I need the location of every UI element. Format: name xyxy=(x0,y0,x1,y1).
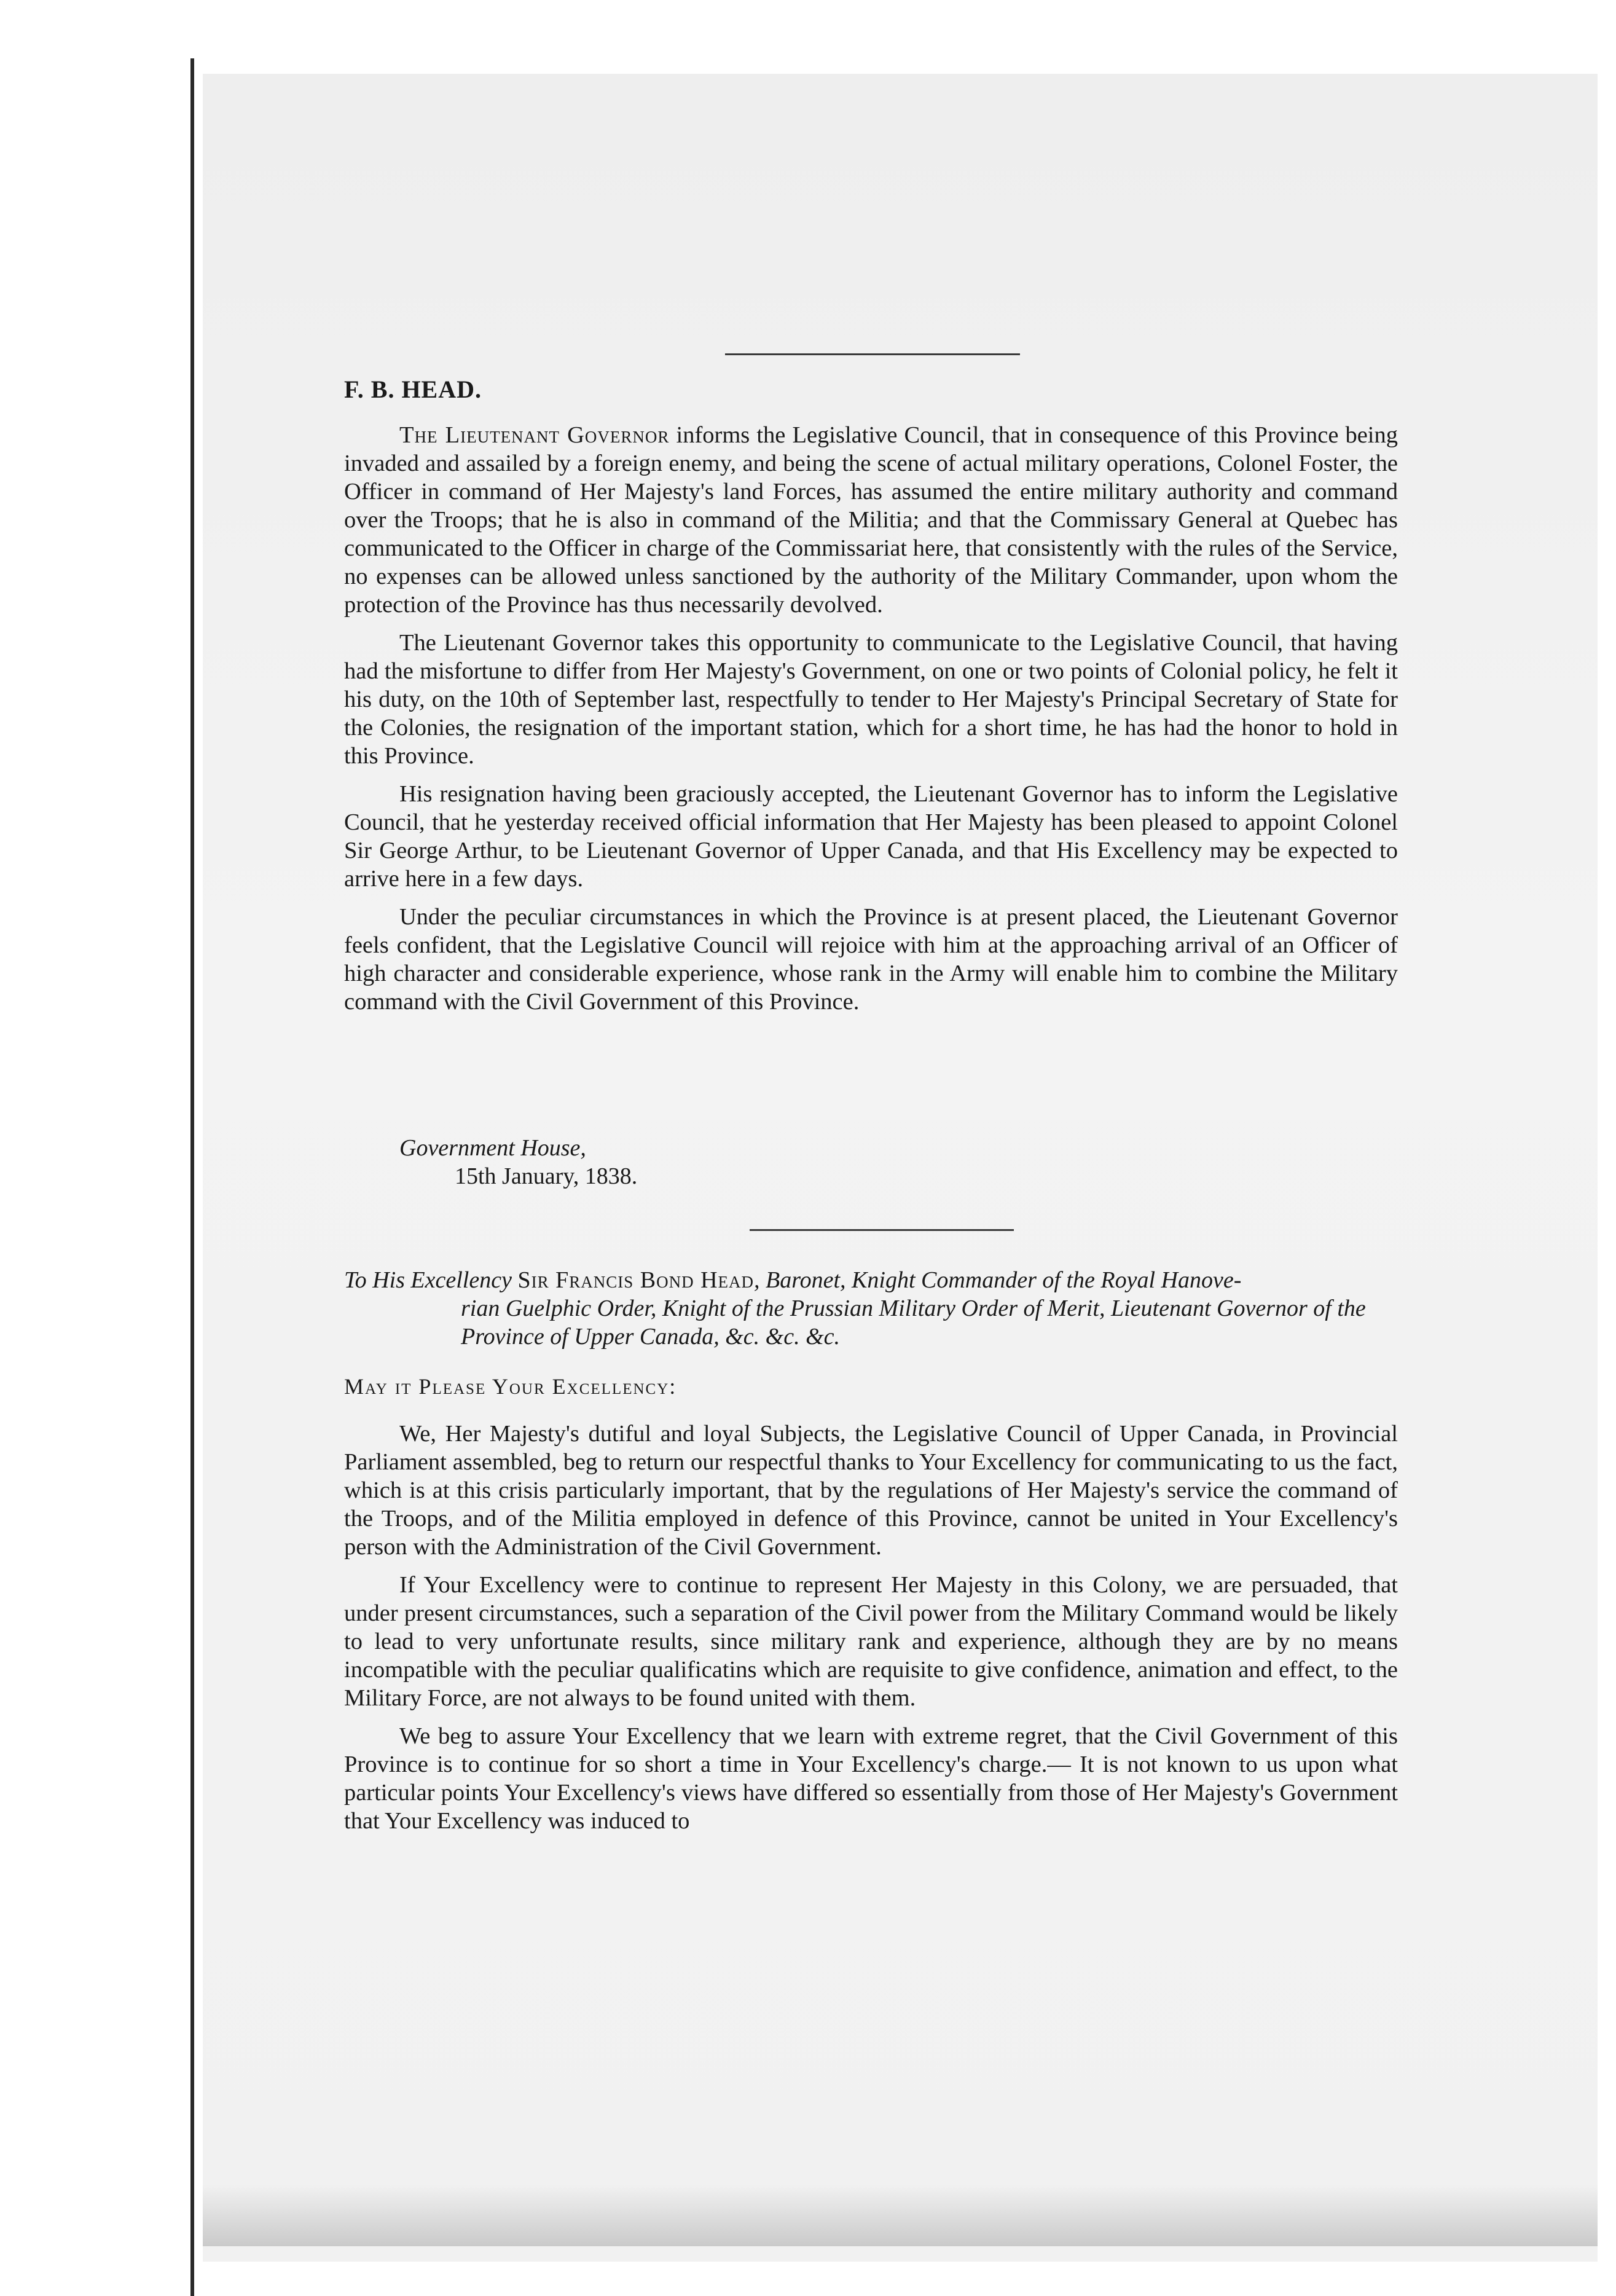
reply-paragraph-3: We beg to assure Your Excellency that we learn with extreme regret, that the Civil Government of this Province is to continue for so short a time in Your Excellency's charge.— It is not known to us upon what particular points Your Excellency's views have differed so essentially from those of Her Majesty's Government that Your Excellency was induced to xyxy=(344,1723,1398,1834)
reply-paragraph-1: We, Her Majesty's dutiful and loyal Subjects, the Legislative Council of Upper Canada, in Provincial Parliament assembled, beg to return our respectful thanks to Your Excellency for communicating to us the fact, which is at this crisis particularly important, that by the regulations of Her Majesty's service the command of the Troops, and of the Militia employed in defence of this Province, cannot be united in Your Excellency's person with the Administration of the Civil Government. xyxy=(344,1421,1398,1560)
message-paragraph-2: The Lieutenant Governor takes this opportunity to communicate to the Legislative Council, that having had the misfortune to differ from Her Majesty's Government, on one or two points of Colonial policy, he felt it his duty, on the 10th of September last, respectfully to tender to Her Majesty's Principal Secretary of State for the Colonies, the resignation of the important station, which for a short time, he has had the honor to hold in this Province. xyxy=(344,630,1398,769)
address-line1: , Baronet, Knight Commander of the Royal Hanove- xyxy=(754,1267,1242,1293)
message-paragraph-4: Under the peculiar circumstances in which the Province is at present placed, the Lieutenant Governor feels confident, that the Legislative Council will rejoice with him at the approaching arrival of an Officer of high character and considerable experience, whose rank in the Army will enable him to combine the Military command with the Civil Government of this Province. xyxy=(344,904,1398,1015)
signatory-heading: F. B. HEAD. xyxy=(344,375,482,403)
reply-body xyxy=(344,1420,1398,1845)
signoff-date: 15th January, 1838. xyxy=(455,1163,638,1189)
message-signoff xyxy=(399,1134,637,1190)
address-line2: rian Guelphic Order, Knight of the Prussian Military Order of Merit, Lieutenant Governor of the Province of Upper Canada, &c. &c. &c. xyxy=(461,1295,1366,1350)
message-paragraph-text: informs the Legislative Council, that in consequence of this Province being invaded and assailed by a foreign enemy, and being the scene of actual military operations, Colonel Foster, the Officer in command of Her Majesty's land Forces, has assumed the entire military authority and command over the Troops; that he is also in command of the Militia; and that the Commissary General at Quebec has communicated to the Officer in charge of the Commissariat here, that consistently with the rules of the Service, no expenses can be allowed unless sanctioned by the authority of the Military Commander, upon whom the protection of the Province has thus necessarily devolved. xyxy=(344,422,1398,618)
page-fold-line xyxy=(190,58,194,2296)
message-paragraph-1 xyxy=(344,421,1398,619)
signoff-place: Government House, xyxy=(399,1135,586,1161)
message-paragraph-3: His resignation having been graciously accepted, the Lieutenant Governor has to inform the Legislative Council, that he yesterday received official information that Her Majesty has been pleased to appoint Colonel Sir George Arthur, to be Lieutenant Governor of Upper Canada, and that His Excellency may be expected to arrive here in a few days. xyxy=(344,781,1398,892)
message-body xyxy=(344,421,1398,1026)
scan-margin xyxy=(0,0,203,2296)
section-divider-top xyxy=(725,353,1020,355)
scan-smudge xyxy=(203,2185,1598,2246)
message-lead: The Lieutenant Governor xyxy=(399,422,670,448)
section-divider-middle xyxy=(750,1229,1014,1231)
reply-paragraph-2: If Your Excellency were to continue to represent Her Majesty in this Colony, we are persuaded, that under present circumstances, such a separation of the Civil power from the Military Command would be likely to lead to very unfortunate results, since military rank and experience, although they are by no means incompatible with the peculiar qualificatins which are requisite to give confidence, animation and effect, to the Military Force, are not always to be found united with them. xyxy=(344,1572,1398,1711)
address-block xyxy=(344,1266,1401,1351)
address-prefix: To His Excellency xyxy=(344,1267,518,1293)
address-name: Sir Francis Bond Head xyxy=(517,1267,755,1293)
salutation: May it Please Your Excellency: xyxy=(344,1374,677,1399)
